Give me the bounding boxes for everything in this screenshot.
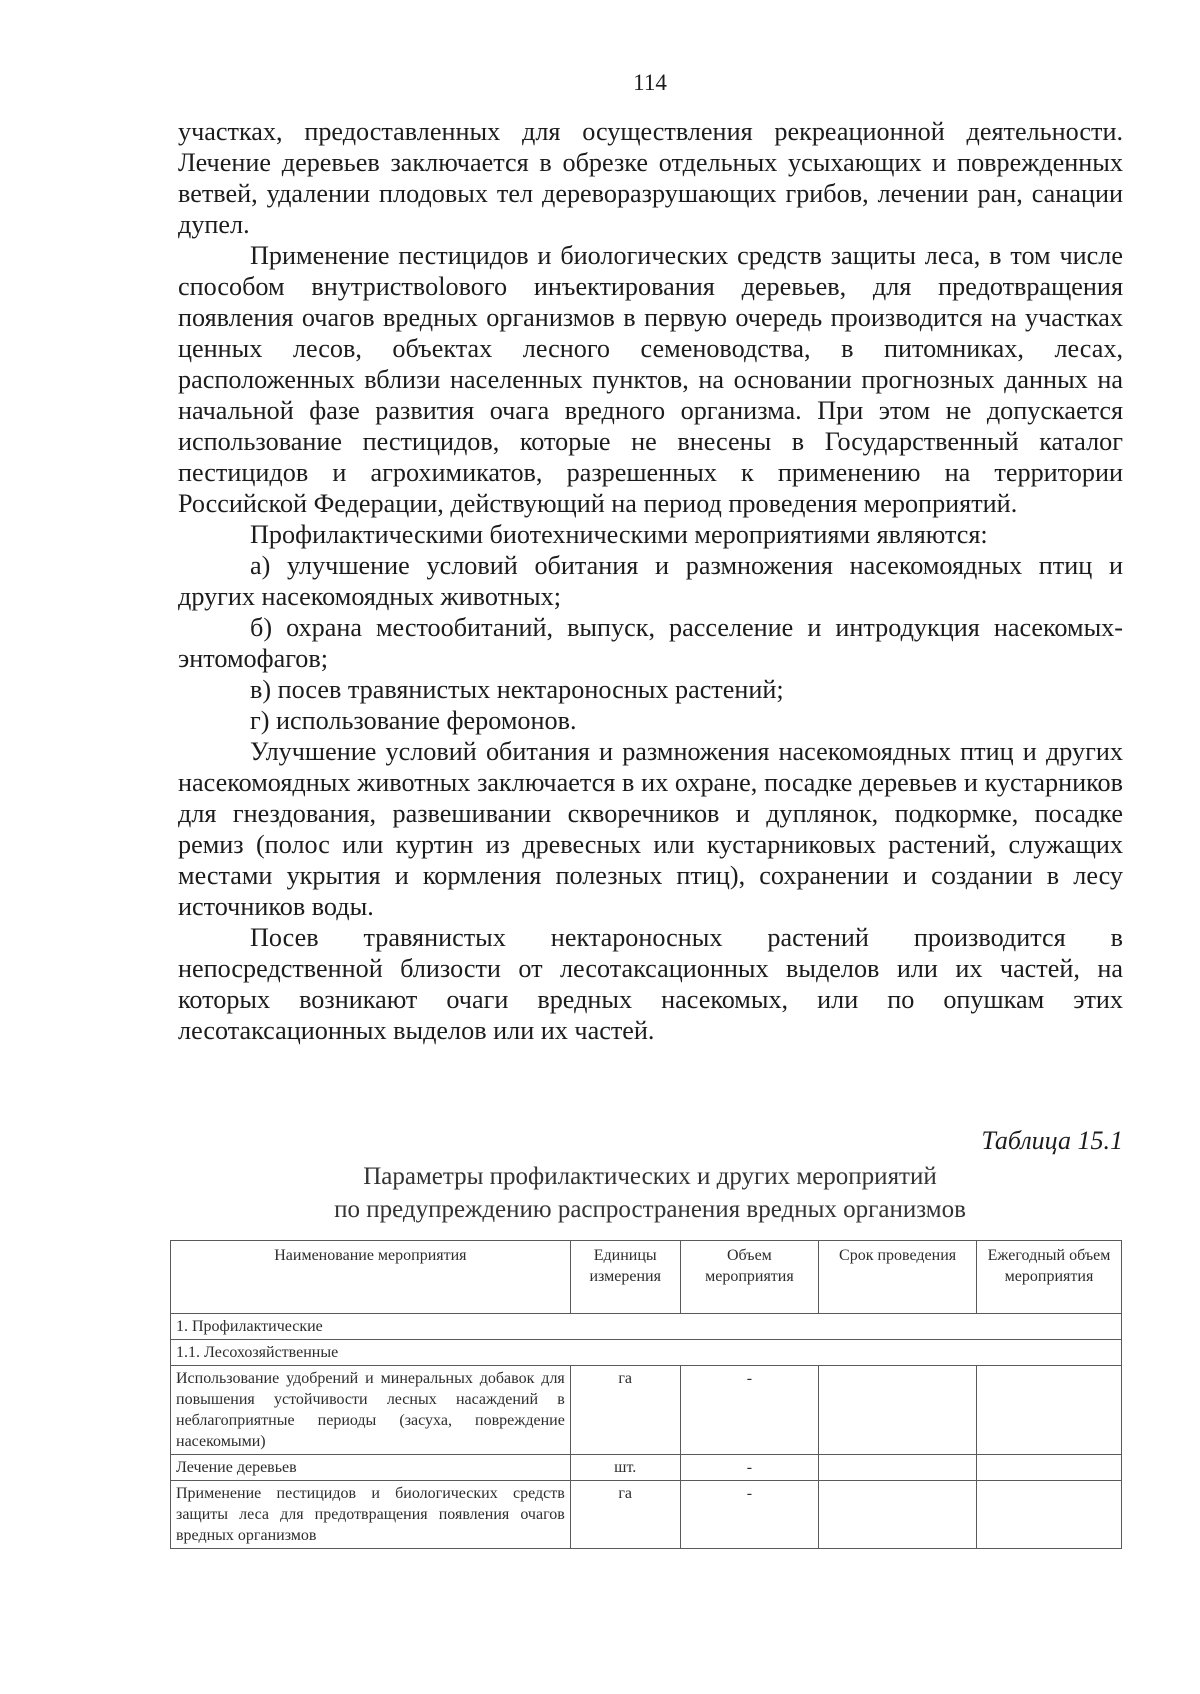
table-header-row (171, 1241, 1122, 1314)
list-item: б) охрана местообитаний, выпуск, расселение и интродукция насекомых-энтомофагов; (178, 613, 1123, 673)
measures-table (170, 1240, 1122, 1549)
measure-term (819, 1455, 977, 1481)
body-text (178, 116, 1123, 1046)
list-item: в) посев травянистых нектароносных растений; (250, 675, 784, 704)
section-row (171, 1340, 1122, 1366)
paragraph: Применение пестицидов и биологических средств защиты леса, в том числе способом внутриствolового инъектирования деревьев, для предотвращения появления очагов вредных организмов в первую очередь производится на участках ценных лесов, объектах лесного семеноводства, в питомниках, лесах, расположенных вблизи населенных пунктов, на основании прогнозных данных на начальной фазе развития очага вредного организма. При этом не допускается использование пестицидов, которые не внесены в Государственный каталог пестицидов и агрохимикатов, разрешенных к применению на территории Российской Федерации, действующий на период проведения мероприятий. (178, 241, 1123, 518)
paragraph: Посев травянистых нектароносных растений производится в непосредственной близости от лесотаксационных выделов или их частей, на которых возникают очаги вредных насекомых, или по опушкам этих лесотаксационных выделов или их частей. (178, 923, 1123, 1045)
measure-volume: - (680, 1366, 819, 1455)
paragraph: Улучшение условий обитания и размножения насекомоядных птиц и других насекомоядных животных заключается в их охране, посадке деревьев и кустарников для гнездования, развешивании скворечников и дуплянок, подкормке, посадке ремиз (полос или куртин из древесных или кустарниковых растений, служащих местами укрытия и кормления полезных птиц), сохранении и создании в лесу источников воды. (178, 737, 1123, 921)
measure-annual (976, 1455, 1121, 1481)
measure-name: Использование удобрений и минеральных добавок для повышения устойчивости лесных насаждений в неблагоприятные периоды (засуха, повреждение насекомыми) (171, 1366, 571, 1455)
paragraph: участках, предоставленных для осуществления рекреационной деятельности. Лечение деревьев заключается в обрезке отдельных усыхающих и поврежденных ветвей, удалении плодовых тел дереворазрушающих грибов, лечении ран, санации дупел. (178, 117, 1123, 239)
table-row (171, 1455, 1122, 1481)
table-row (171, 1481, 1122, 1549)
measure-unit: га (570, 1481, 680, 1549)
measure-name: Применение пестицидов и биологических средств защиты леса для предотвращения появления очагов вредных организмов (171, 1481, 571, 1549)
section-row (171, 1314, 1122, 1340)
measure-annual (976, 1481, 1121, 1549)
measure-unit: шт. (570, 1455, 680, 1481)
column-header: Единицы измерения (570, 1241, 680, 1314)
subsection-label: 1.1. Лесохозяйственные (171, 1340, 1122, 1366)
column-header: Ежегодный объем мероприятия (976, 1241, 1121, 1314)
measure-term (819, 1366, 977, 1455)
measure-volume: - (680, 1481, 819, 1549)
column-header: Наименование мероприятия (171, 1241, 571, 1314)
column-header: Объем мероприятия (680, 1241, 819, 1314)
section-label: 1. Профилактические (171, 1314, 1122, 1340)
measure-unit: га (570, 1366, 680, 1455)
measure-name: Лечение деревьев (171, 1455, 571, 1481)
page-number: 114 (633, 70, 667, 95)
table-caption: Таблица 15.1 (981, 1126, 1123, 1155)
measure-annual (976, 1366, 1121, 1455)
list-item: г) использование феромонов. (250, 706, 577, 735)
paragraph: Профилактическими биотехническими мероприятиями являются: (250, 520, 988, 549)
table-title: по предупреждению распространения вредных организмов (334, 1196, 966, 1223)
table-row (171, 1366, 1122, 1455)
measure-volume: - (680, 1455, 819, 1481)
table-title: Параметры профилактических и других мероприятий (363, 1163, 937, 1190)
measure-term (819, 1481, 977, 1549)
list-item: а) улучшение условий обитания и размножения насекомоядных птиц и других насекомоядных животных; (178, 551, 1123, 611)
column-header: Срок проведения (819, 1241, 977, 1314)
